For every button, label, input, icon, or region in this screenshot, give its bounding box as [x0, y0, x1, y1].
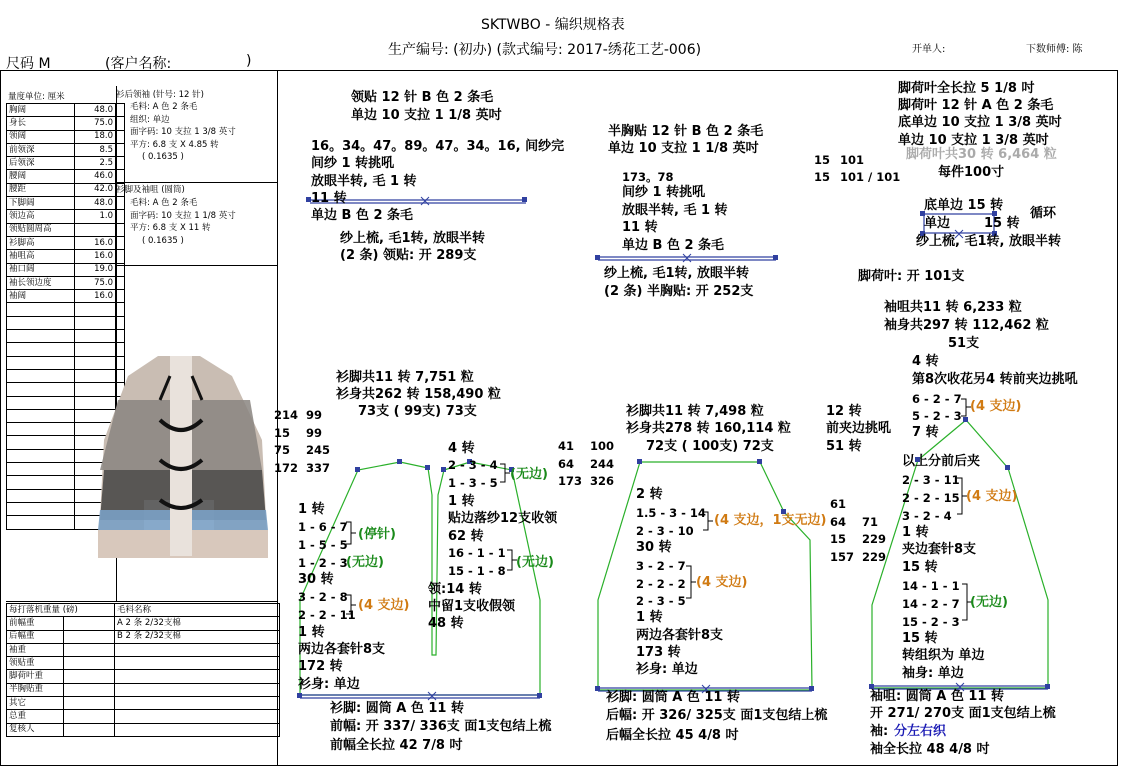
- sleeve-t2: 袖身共297 转 112,462 粒: [884, 318, 1049, 333]
- sleeve-r6: 以上分前后夹: [902, 454, 981, 469]
- front-s5: 30 转: [298, 572, 334, 587]
- back-t2: 衫身共278 转 160,114 粒: [626, 421, 791, 436]
- number-pair: [274, 426, 330, 444]
- back-s11: 衫身: 单边: [636, 662, 698, 677]
- sleeve-r8: 2 - 2 - 15: [902, 491, 960, 505]
- back-b1: 衫脚: 圆筒 A 色 11 转: [606, 690, 740, 705]
- ruffle-n2a: 15: [814, 170, 831, 184]
- fabric-line: ( 0.1635 ): [142, 152, 184, 162]
- collar-sub: 单边 10 支拉 1 1/8 英吋: [351, 108, 502, 123]
- sleeve-r15: 15 - 2 - 3: [902, 615, 960, 629]
- spec-name: 下脚阔: [7, 197, 75, 210]
- ruffle-c1: 底单边 15 转: [924, 198, 1004, 213]
- spec-value: 8.5: [75, 143, 116, 156]
- front-a3: 1 - 3 - 5: [448, 476, 498, 490]
- front-s8: 1 转: [298, 625, 325, 640]
- back-s10: 173 转: [636, 645, 681, 660]
- number-b: 100: [590, 439, 615, 453]
- number-a: 172: [274, 460, 299, 475]
- spec-value: 42.0: [75, 183, 116, 196]
- front-s4-note: (无边): [346, 555, 384, 570]
- ruffle-n1b: 101: [840, 153, 865, 167]
- fabric-line: ( 0.1635 ): [142, 235, 184, 246]
- sleeve-r18: 袖身: 单边: [902, 666, 964, 681]
- front-a4: 1 转: [448, 494, 475, 509]
- number-a: 15: [274, 425, 291, 440]
- collar-l5: 纱上梳, 毛1转, 放眼半转: [340, 231, 485, 246]
- yarn-name: A 2 条 2/32支棉: [115, 617, 280, 630]
- front-s7-note: (4 支边): [358, 598, 410, 613]
- back-s1: 2 转: [636, 487, 663, 502]
- worker-label: 下数师傅: 陈: [1026, 44, 1083, 55]
- ruffle-l3: 底单边 10 支拉 1 3/8 英吋: [898, 115, 1062, 130]
- front-left-numbers: [274, 408, 330, 478]
- weight-name: 总重: [7, 710, 64, 723]
- fabric-line: 面字码: 10 支拉 1 3/8 英寸: [130, 127, 236, 137]
- number-a: 157: [830, 549, 855, 564]
- ruffle-l1: 脚荷叶全长拉 5 1/8 吋: [898, 81, 1035, 96]
- ruffle-c2: 单边: [924, 216, 951, 231]
- number-pair: [830, 550, 886, 568]
- back-b2: 后幅: 开 326/ 325支 面1支包结上梳: [606, 708, 828, 723]
- sleeve-r17: 转组织为 单边: [902, 648, 985, 663]
- front-b1: 衫脚: 圆筒 A 色 11 转: [330, 701, 464, 716]
- spec-value: 75.0: [75, 276, 116, 289]
- sleeve-b3b: 分左右织: [894, 724, 947, 739]
- spec-value: 46.0: [75, 170, 116, 183]
- sleeve-r14-note: (无边): [970, 595, 1008, 610]
- back-t3: 72支 ( 100支) 72支: [646, 439, 774, 454]
- front-a7: 16 - 1 - 1: [448, 546, 506, 560]
- back-s3: 2 - 3 - 10: [636, 524, 694, 538]
- front-t3: 73支 ( 99支) 73支: [358, 404, 477, 419]
- front-s3: 1 - 5 - 5: [298, 538, 348, 552]
- spec-value: 1.0: [75, 210, 116, 223]
- front-s2: 1 - 6 - 7: [298, 520, 348, 534]
- halfchest-l4: 单边 B 色 2 条毛: [622, 238, 725, 253]
- sleeve-t3: 51支: [948, 336, 980, 351]
- halfchest-sub: 单边 10 支拉 1 1/8 英吋: [608, 141, 759, 156]
- collar-title: 领贴 12 针 B 色 2 条毛: [351, 90, 494, 105]
- front-s4: 1 - 2 - 3: [298, 556, 348, 570]
- front-a5: 贴边落纱12支收领: [448, 511, 558, 526]
- weight-name: 复核人: [7, 723, 64, 736]
- sleeve-r2: 第8次收花另4 转前夹边挑吼: [912, 372, 1078, 387]
- back-s5: 3 - 2 - 7: [636, 559, 686, 573]
- sleeve-t1: 袖咀共11 转 6,233 粒: [884, 300, 1022, 315]
- ruffle-l6: 每件100寸: [938, 165, 1005, 180]
- collar-l1: 间纱 1 转挑吼: [311, 156, 395, 171]
- spec-value: 48.0: [75, 104, 116, 117]
- spec-value: 48.0: [75, 197, 116, 210]
- back-s9: 两边各套针8支: [636, 628, 724, 643]
- number-a: 64: [558, 456, 575, 471]
- spec-name: 领边高: [7, 210, 75, 223]
- number-a: 214: [274, 408, 299, 422]
- front-a8-note: (无边): [516, 555, 554, 570]
- halfchest-seq: 173。78: [622, 170, 674, 184]
- spec-value: 16.0: [75, 236, 116, 249]
- spec-name: 袖阔: [7, 290, 75, 303]
- front-a9: 领:14 转: [428, 582, 482, 597]
- sleeve-r9: 3 - 2 - 4: [902, 509, 952, 523]
- sleeve-b2: 开 271/ 270支 面1支包结上梳: [870, 706, 1056, 721]
- number-b: 99: [306, 425, 323, 440]
- ruffle-l4: 单边 10 支拉 1 3/8 英吋: [898, 133, 1049, 148]
- back-s4: 30 转: [636, 540, 672, 555]
- weight-name: 前幅重: [7, 617, 64, 630]
- weight-header-right: 毛料名称: [115, 604, 280, 617]
- number-pair: [830, 515, 886, 533]
- sleeve-r12: 15 转: [902, 560, 938, 575]
- weight-name: 袖重: [7, 643, 64, 656]
- ruffle-c3: 15 转: [984, 216, 1020, 231]
- unit-label: 量度单位: 厘米: [8, 92, 65, 102]
- customer-close: ): [246, 53, 252, 69]
- front-a1: 4 转: [448, 441, 475, 456]
- fabric-line: 面字码: 10 支拉 1 1/8 英寸: [130, 210, 236, 221]
- ruffle-c6: 脚荷叶: 开 101支: [858, 269, 965, 284]
- number-pair: [558, 439, 614, 457]
- number-pair: [558, 457, 614, 475]
- number-b: 337: [306, 460, 331, 475]
- number-a: 75: [274, 443, 291, 457]
- sleeve-l2: 前夹边挑吼: [826, 421, 892, 436]
- number-a: 15: [830, 532, 847, 546]
- sleeve-r11: 夹边套针8支: [902, 542, 977, 557]
- collar-l6: (2 条) 领贴: 开 289支: [340, 248, 477, 263]
- number-b: 326: [590, 474, 615, 488]
- spec-name: 袖长领边度: [7, 276, 75, 289]
- fabric-line: 毛料: A 色 2 条毛: [130, 198, 198, 208]
- front-a2: 2 - 3 - 4: [448, 458, 498, 472]
- front-a6: 62 转: [448, 529, 484, 544]
- front-b3: 前幅全长拉 42 7/8 吋: [330, 738, 463, 753]
- collar-l4: 单边 B 色 2 条毛: [311, 208, 414, 223]
- orderer-label: 开单人:: [912, 44, 946, 55]
- sleeve-r16: 15 转: [902, 631, 938, 646]
- back-s8: 1 转: [636, 610, 663, 625]
- weight-header-left: 每打落机重量 (磅): [7, 604, 115, 617]
- front-right-numbers: [558, 439, 614, 492]
- spec-value: 18.0: [75, 130, 116, 143]
- back-t1: 衫脚共11 转 7,498 粒: [626, 404, 764, 419]
- front-s10: 172 转: [298, 659, 343, 674]
- number-b: 71: [862, 514, 879, 529]
- sleeve-r4-note: (4 支边): [970, 399, 1022, 414]
- front-s3-note: (停针): [358, 527, 396, 542]
- ruffle-l2: 脚荷叶 12 针 A 色 2 条毛: [898, 98, 1054, 113]
- number-a: 61: [830, 497, 847, 511]
- collar-seq: 16。34。47。89。47。34。16, 间纱完: [311, 139, 565, 154]
- sleeve-l3: 51 转: [826, 439, 862, 454]
- spec-name: 腰距: [7, 183, 75, 196]
- spec-value: 16.0: [75, 290, 116, 303]
- spec-name: 前领深: [7, 143, 75, 156]
- customer-label: (客户名称:: [105, 56, 172, 72]
- back-s6: 2 - 2 - 2: [636, 577, 686, 591]
- back-s6-note: (4 支边): [696, 575, 748, 590]
- sleeve-l1: 12 转: [826, 404, 862, 419]
- number-pair: [558, 474, 614, 492]
- fabric-line: 毛料: A 色 2 条毛: [130, 102, 198, 112]
- number-b: 99: [306, 408, 323, 422]
- front-s1: 1 转: [298, 502, 325, 517]
- sleeve-r13: 14 - 1 - 1: [902, 579, 960, 593]
- sleeve-r8-note: (4 支边): [966, 489, 1018, 504]
- weight-name: 领贴重: [7, 657, 64, 670]
- number-b: 244: [590, 456, 615, 471]
- number-pair: [274, 408, 330, 426]
- spec-name: 后领深: [7, 157, 75, 170]
- fabric-block2-title: 衫脚及袖咀 (圆筒): [116, 185, 185, 195]
- fabric-line: 平方: 6.8 支 X 11 转: [130, 223, 211, 233]
- spec-value: 19.0: [75, 263, 116, 276]
- halfchest-title: 半胸贴 12 针 B 色 2 条毛: [608, 124, 764, 139]
- front-a11: 48 转: [428, 616, 464, 631]
- spec-name: 袖咀高: [7, 250, 75, 263]
- sleeve-r1: 4 转: [912, 354, 939, 369]
- number-pair: [274, 443, 330, 461]
- spec-name: 领贴圆周高: [7, 223, 75, 236]
- sleeve-r3: 6 - 2 - 7: [912, 392, 962, 406]
- back-b3: 后幅全长拉 45 4/8 吋: [606, 728, 739, 743]
- front-s11: 衫身: 单边: [298, 677, 360, 692]
- number-a: 41: [558, 439, 575, 453]
- sleeve-r14: 14 - 2 - 7: [902, 597, 960, 611]
- number-pair: [274, 461, 330, 479]
- sleeve-b1: 袖咀: 圆筒 A 色 11 转: [870, 689, 1004, 704]
- weight-name: 脚荷叶重: [7, 670, 64, 683]
- number-b: 229: [862, 549, 887, 564]
- front-s9: 两边各套针8支: [298, 642, 386, 657]
- fabric-line: 组织: 单边: [130, 114, 170, 125]
- front-a10: 中留1支收假领: [428, 599, 516, 614]
- spec-name: 袖口阔: [7, 263, 75, 276]
- sleeve-b4: 袖全长拉 48 4/8 吋: [870, 742, 990, 757]
- front-t1: 衫脚共11 转 7,751 粒: [336, 370, 474, 385]
- halfchest-l6: (2 条) 半胸贴: 开 252支: [604, 284, 754, 299]
- sleeve-r5: 7 转: [912, 425, 939, 440]
- sheet-title: SKTWBO - 编织规格表: [481, 17, 625, 33]
- size-label: 尺码 M: [6, 56, 51, 72]
- number-b: 245: [306, 443, 331, 457]
- halfchest-l2: 放眼半转, 毛 1 转: [622, 203, 728, 218]
- ruffle-c4: 循环: [1030, 206, 1057, 221]
- collar-l2: 放眼半转, 毛 1 转: [311, 174, 417, 189]
- ruffle-l5: 脚荷叶共30 转 6,464 粒: [906, 147, 1057, 162]
- fabric-block1-title: 衫后领袖 (针号: 12 针): [116, 90, 204, 100]
- ruffle-c5: 纱上梳, 毛1转, 放眼半转: [916, 234, 1061, 249]
- back-s3-note: (4 支边，1支无边): [714, 513, 827, 528]
- collar-l3: 11 转: [311, 191, 347, 206]
- spec-name: 胸阔: [7, 104, 75, 117]
- weight-name: 其它: [7, 697, 64, 710]
- halfchest-l5: 纱上梳, 毛1转, 放眼半转: [604, 266, 749, 281]
- spec-value: 75.0: [75, 117, 116, 130]
- back-s2: 1.5 - 3 - 14: [636, 506, 706, 520]
- halfchest-l3: 11 转: [622, 220, 658, 235]
- spec-name: 领阔: [7, 130, 75, 143]
- back-s7: 2 - 3 - 5: [636, 594, 686, 608]
- front-s6: 3 - 2 - 8: [298, 590, 348, 604]
- number-b: 229: [862, 532, 887, 546]
- sleeve-numbers: [830, 497, 886, 567]
- front-s7: 2 - 2 - 11: [298, 608, 356, 622]
- ruffle-n2b: 101 / 101: [840, 170, 901, 184]
- weight-name: 后幅重: [7, 630, 64, 643]
- number-pair: [830, 497, 886, 515]
- front-b2: 前幅: 开 337/ 336支 面1支包结上梳: [330, 719, 552, 734]
- number-a: 64: [830, 514, 847, 529]
- number-pair: [830, 532, 886, 550]
- spec-value: 16.0: [75, 250, 116, 263]
- number-a: 173: [558, 474, 583, 488]
- halfchest-l1: 间纱 1 转挑吼: [622, 185, 706, 200]
- weight-name: 半胸贴重: [7, 683, 64, 696]
- sleeve-r7: 2 - 3 - 11: [902, 473, 960, 487]
- fabric-line: 平方: 6.8 支 X 4.85 转: [130, 139, 219, 150]
- front-t2: 衫身共262 转 158,490 粒: [336, 387, 501, 402]
- front-a3-note: (无边): [510, 467, 548, 482]
- spec-value: 2.5: [75, 157, 116, 170]
- front-a8: 15 - 1 - 8: [448, 564, 506, 578]
- production-number: 生产编号: (初办) (款式编号: 2017-绣花工艺-006): [388, 42, 702, 58]
- sleeve-r10: 1 转: [902, 525, 929, 540]
- spec-name: 腰阔: [7, 170, 75, 183]
- yarn-name: B 2 条 2/32支棉: [115, 630, 280, 643]
- spec-name: 身长: [7, 117, 75, 130]
- sleeve-r4: 5 - 2 - 3: [912, 409, 962, 423]
- sleeve-b3: 袖:: [870, 724, 889, 739]
- ruffle-n1a: 15: [814, 153, 831, 167]
- spec-name: 衫脚高: [7, 236, 75, 249]
